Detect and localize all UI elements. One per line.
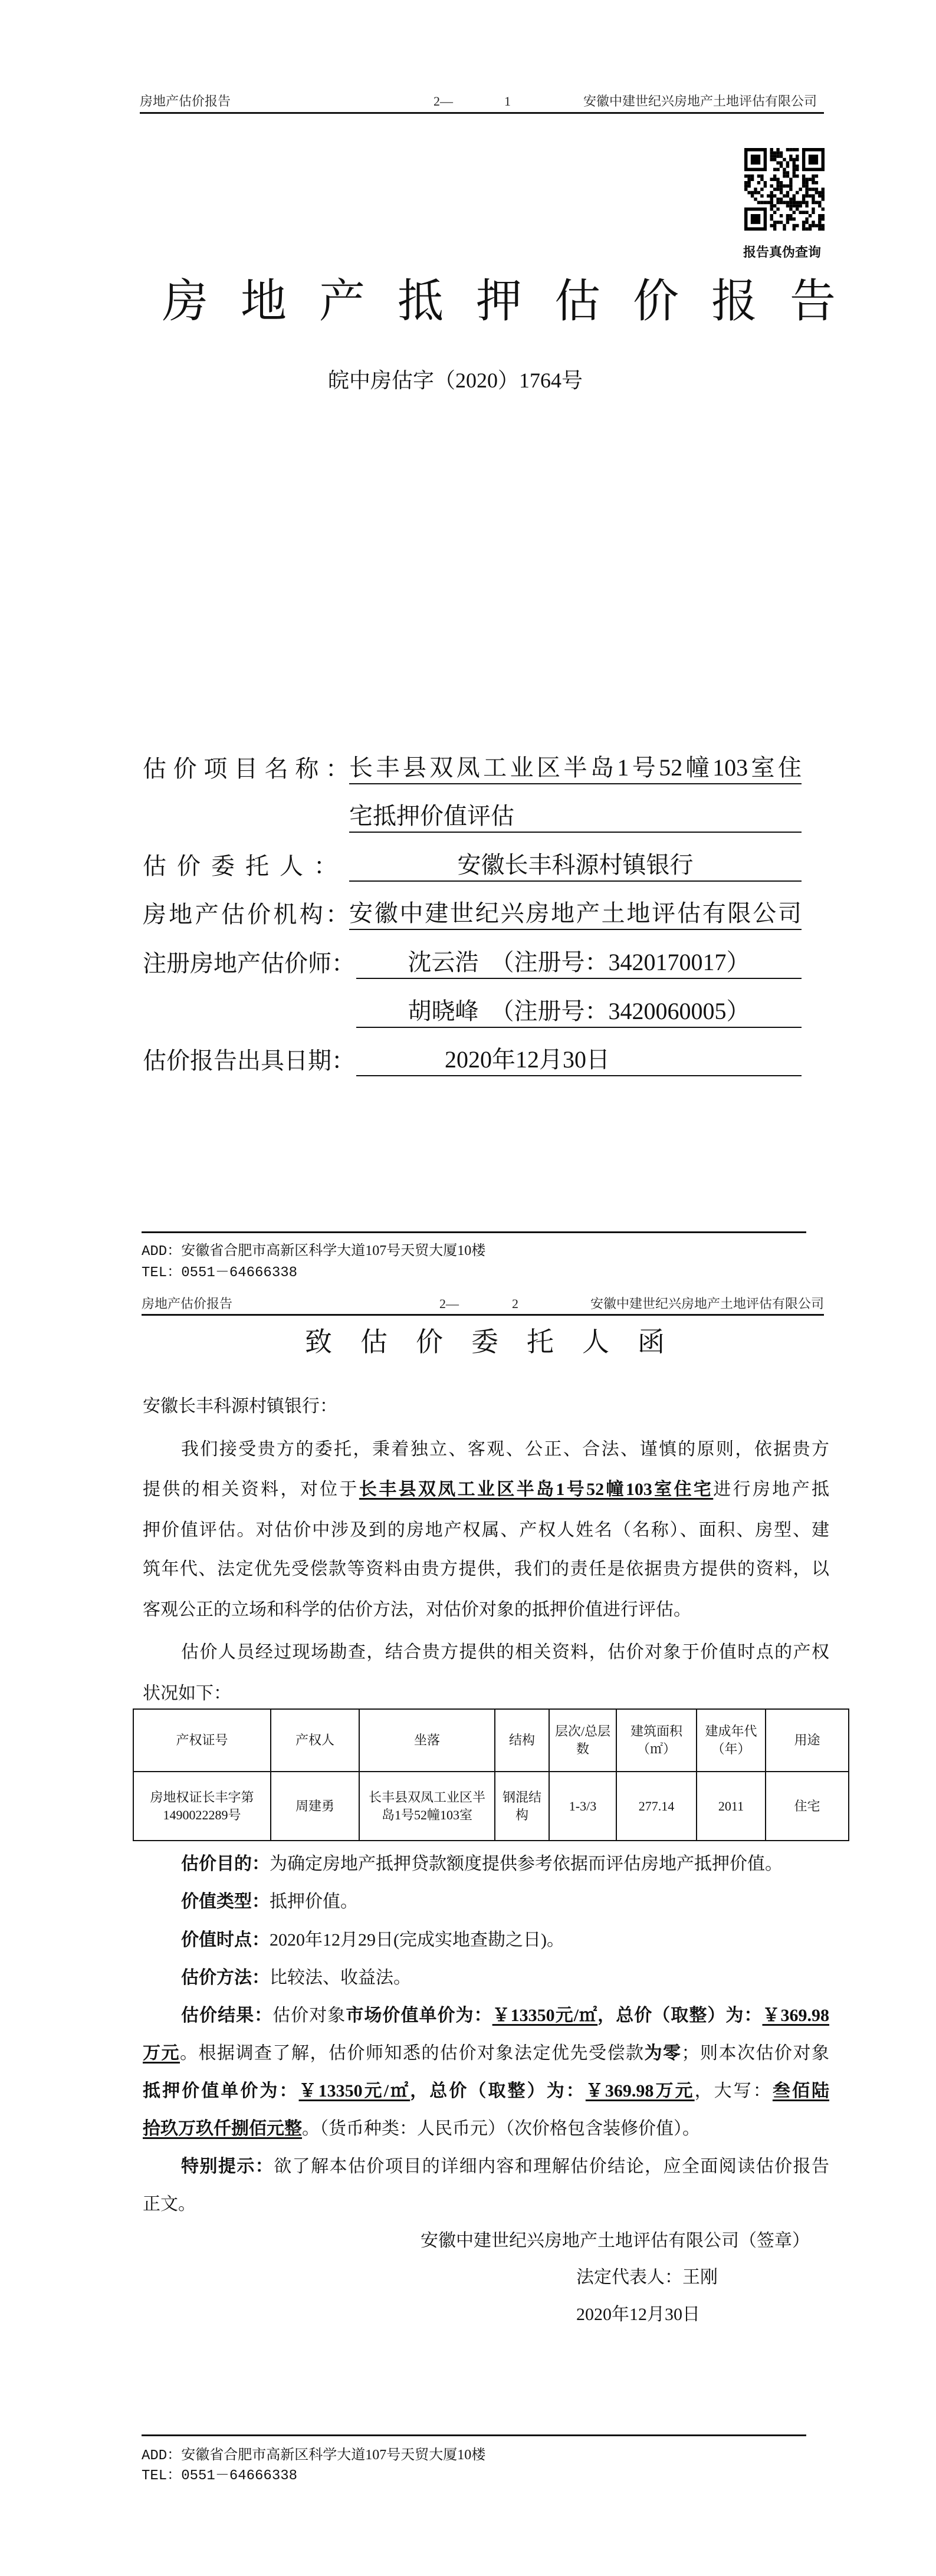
footer-rule xyxy=(142,1231,806,1233)
table-header-row xyxy=(133,1709,849,1772)
th-area: 建筑面积（㎡） xyxy=(616,1709,697,1772)
address-label: ADD： xyxy=(142,2448,182,2464)
label-agency: 房地产估价机构： xyxy=(143,901,349,928)
signature-company: 安徽中建世纪兴房地产土地评估有限公司（签章） xyxy=(421,2231,810,2250)
letter-line xyxy=(143,2193,829,2216)
emphasized-value: ￥13350元/㎡ xyxy=(298,2081,410,2101)
header-right: 安徽中建世纪兴房地产土地评估有限公司 xyxy=(583,94,817,109)
field-label: 市场价值单价为： xyxy=(346,2006,492,2025)
th-structure: 结构 xyxy=(495,1709,549,1772)
header-rule xyxy=(140,112,824,114)
letter-line xyxy=(143,1599,829,1621)
cell-usage: 住宅 xyxy=(766,1772,849,1841)
field-label: 抵押价值单价为： xyxy=(143,2081,299,2101)
text-segment: 比较法、收益法。 xyxy=(270,1968,411,1987)
text-segment: 抵押价值。 xyxy=(270,1892,358,1911)
letter-line xyxy=(143,1558,829,1581)
letter-salutation: 安徽长丰科源村镇银行： xyxy=(143,1397,337,1416)
text-segment: 2020年12月29日(完成实地查勘之日)。 xyxy=(270,1930,564,1950)
text-segment: 我们接受贵方的委托，秉着独立、客观、公正、合法、谨慎的原则，依据贵方 xyxy=(181,1440,829,1459)
emphasized-value: 万元 xyxy=(143,2043,180,2063)
value-appraiser-1: 沈云浩 （注册号：3420170017） xyxy=(356,948,802,979)
field-label: 为零 xyxy=(644,2043,682,2063)
letter-line xyxy=(143,1967,829,1989)
letter-line xyxy=(143,1929,829,1951)
letter-line xyxy=(143,2156,829,2178)
label-appraisers: 注册房地产估价师： xyxy=(143,950,355,977)
field-label: ，总价（取整）为： xyxy=(597,2006,763,2025)
value-project-name-cont: 宅抵押价值评估 xyxy=(349,802,802,833)
address-text: 安徽省合肥市高新区科学大道107号天贸大厦10楼 xyxy=(181,2447,486,2463)
header-left: 房地产估价报告 xyxy=(140,94,231,109)
cell-structure: 钢混结构 xyxy=(495,1772,549,1841)
field-label: 估价目的： xyxy=(181,1854,270,1874)
letter-title: 致估价委托人函 xyxy=(305,1327,693,1357)
text-segment: ；则本次估价对象 xyxy=(681,2043,829,2063)
qr-code[interactable] xyxy=(744,148,825,231)
text-segment: 。根据调查了解，估价师知悉的估价对象法定优先受偿款 xyxy=(180,2043,645,2063)
field-label: ，总价（取整）为： xyxy=(410,2081,586,2101)
th-owner: 产权人 xyxy=(271,1709,359,1772)
footer-tel: TEL：0551－64666338 xyxy=(142,1265,298,1281)
header-right: 安徽中建世纪兴房地产土地评估有限公司 xyxy=(590,1296,824,1311)
text-segment: 筑年代、法定优先受偿款等资料由贵方提供，我们的责任是依据贵方提供的资料，以 xyxy=(143,1559,829,1579)
report-title: 房地产抵押估价报告 xyxy=(162,275,869,327)
label-client: 估价委托人： xyxy=(143,853,337,879)
value-project-name: 长丰县双凤工业区半岛1号52幢103室住 xyxy=(349,754,802,784)
letter-line xyxy=(143,2080,829,2102)
table-row xyxy=(133,1772,849,1841)
signature-date: 2020年12月30日 xyxy=(576,2305,700,2324)
th-cert-no: 产权证号 xyxy=(133,1709,271,1772)
header-rule xyxy=(142,1314,824,1316)
header-page-prefix: 2— xyxy=(439,1296,459,1311)
text-segment: 进行房地产抵 xyxy=(713,1480,830,1499)
th-year: 建成年代（年） xyxy=(697,1709,766,1772)
text-segment: 客观公正的立场和科学的估价方法，对估价对象的抵押价值进行评估。 xyxy=(143,1600,691,1619)
letter-line xyxy=(143,1478,829,1501)
letter-line xyxy=(143,2005,829,2027)
letter-line xyxy=(143,1853,829,1875)
emphasized-value: ￥13350元/㎡ xyxy=(492,2006,598,2025)
address-label: ADD： xyxy=(142,1244,182,1260)
emphasized-value: 叁佰陆 xyxy=(772,2081,830,2101)
footer-tel: TEL：0551－64666338 xyxy=(142,2468,298,2484)
text-segment: 估价人员经过现场勘查，结合贵方提供的相关资料，估价对象于价值时点的产权 xyxy=(181,1642,829,1662)
cell-floors: 1-3/3 xyxy=(549,1772,616,1841)
letter-line xyxy=(143,2118,829,2140)
report-number: 皖中房估字（2020）1764号 xyxy=(328,369,583,392)
header-left: 房地产估价报告 xyxy=(142,1296,233,1311)
letter-line xyxy=(143,1891,829,1913)
address-text: 安徽省合肥市高新区科学大道107号天贸大厦10楼 xyxy=(181,1243,486,1259)
text-segment: 状况如下： xyxy=(143,1684,231,1703)
emphasized-value: ￥369.98万元 xyxy=(585,2081,695,2101)
emphasized-value: 长丰县双凤工业区半岛1号52幢103室住宅 xyxy=(359,1480,714,1499)
letter-line xyxy=(143,1683,829,1705)
field-label: 价值类型： xyxy=(181,1892,270,1911)
emphasized-value: 拾玖万玖仟捌佰元整 xyxy=(143,2119,302,2138)
cell-owner: 周建勇 xyxy=(271,1772,359,1841)
text-segment: 欲了解本估价项目的详细内容和理解估价结论，应全面阅读估价报告 xyxy=(274,2157,830,2176)
text-segment: ，大写： xyxy=(694,2081,773,2101)
header-page-number: 1 xyxy=(504,94,511,109)
value-agency: 安徽中建世纪兴房地产土地评估有限公司 xyxy=(349,899,802,930)
qr-caption: 报告真伪查询 xyxy=(743,245,822,259)
label-issue-date: 估价报告出具日期： xyxy=(143,1047,355,1074)
value-client: 安徽长丰科源村镇银行 xyxy=(349,851,802,882)
text-segment: 正文。 xyxy=(143,2194,196,2214)
signature-legal-rep: 法定代表人：王刚 xyxy=(576,2268,718,2287)
emphasized-value: ￥369.98 xyxy=(762,2006,830,2025)
footer-rule xyxy=(142,2434,806,2436)
value-issue-date: 2020年12月30日 xyxy=(356,1046,802,1076)
label-project-name: 估价项目名称： xyxy=(143,755,349,782)
header-page-prefix: 2— xyxy=(433,94,453,109)
text-segment: 押价值评估。对估价中涉及到的房地产权属、产权人姓名（名称）、面积、房型、建 xyxy=(143,1520,829,1540)
text-segment: 为确定房地产抵押贷款额度提供参考依据而评估房地产抵押价值。 xyxy=(270,1854,783,1874)
letter-line xyxy=(143,1641,829,1664)
cell-location: 长丰县双凤工业区半岛1号52幢103室 xyxy=(359,1772,495,1841)
property-table xyxy=(133,1708,849,1841)
th-floors: 层次/总层数 xyxy=(549,1709,616,1772)
letter-line xyxy=(143,2042,829,2065)
th-location: 坐落 xyxy=(359,1709,495,1772)
letter-line xyxy=(143,1438,829,1461)
field-label: 估价方法： xyxy=(181,1968,270,1987)
text-segment: 。（货币种类：人民币元）（次价格包含装修价值）。 xyxy=(302,2119,700,2138)
th-usage: 用途 xyxy=(766,1709,849,1772)
field-label: 估价结果： xyxy=(181,2006,273,2025)
field-label: 特别提示： xyxy=(181,2157,274,2176)
header-page-number: 2 xyxy=(512,1296,518,1311)
footer-address xyxy=(142,2446,485,2465)
letter-line xyxy=(143,1519,829,1542)
footer-address xyxy=(142,1242,485,1261)
text-segment: 提供的相关资料，对位于 xyxy=(143,1480,359,1499)
text-segment: 估价对象 xyxy=(272,2006,346,2025)
value-appraiser-2: 胡晓峰 （注册号：3420060005） xyxy=(356,997,802,1028)
field-label: 价值时点： xyxy=(181,1930,270,1950)
cell-year: 2011 xyxy=(697,1772,766,1841)
cell-cert-no: 房地权证长丰字第1490022289号 xyxy=(133,1772,271,1841)
cell-area: 277.14 xyxy=(616,1772,697,1841)
